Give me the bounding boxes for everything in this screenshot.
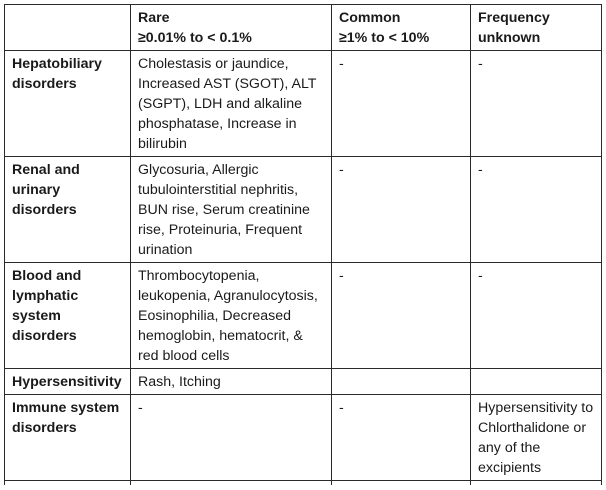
continuation-cell [5, 481, 131, 486]
row-frequency-unknown: - [471, 51, 602, 157]
header-common-label: Common [339, 10, 401, 26]
row-common: - [332, 395, 471, 481]
header-cell-frequency-unknown [471, 5, 602, 51]
header-rare-range: ≥0.01% to < 0.1% [138, 30, 252, 46]
continuation-cell [131, 481, 332, 486]
header-unknown-range: unknown [478, 30, 541, 46]
row-common: - [332, 157, 471, 263]
table-row [5, 157, 602, 263]
header-rare-label: Rare [138, 10, 170, 26]
row-frequency-unknown: - [471, 263, 602, 369]
table-row [5, 395, 602, 481]
header-unknown-label: Frequency [478, 10, 550, 26]
table-row [5, 369, 602, 395]
continuation-cell [332, 481, 471, 486]
row-rare: Glycosuria, Allergic tubulointerstitial nephritis, BUN rise, Serum creatinine rise, Proteinuria, Frequent urination [131, 157, 332, 263]
row-frequency-unknown: - [471, 157, 602, 263]
continuation-cell [471, 481, 602, 486]
row-category: Renal and urinary disorders [5, 157, 131, 263]
row-category: Hepatobiliary disorders [5, 51, 131, 157]
row-category: Hypersensitivity [5, 369, 131, 395]
row-category: Blood and lymphatic system disorders [5, 263, 131, 369]
row-rare: Cholestasis or jaundice, Increased AST (SGOT), ALT (SGPT), LDH and alkaline phosphatase, Increase in bilirubin [131, 51, 332, 157]
row-frequency-unknown [471, 369, 602, 395]
row-rare: - [131, 395, 332, 481]
header-cell-common [332, 5, 471, 51]
row-rare: Rash, Itching [131, 369, 332, 395]
row-common [332, 369, 471, 395]
adverse-reactions-table [4, 4, 602, 485]
row-rare: Thrombocytopenia, leukopenia, Agranulocytosis, Eosinophilia, Decreased hemoglobin, hematocrit, & red blood cells [131, 263, 332, 369]
table-row [5, 51, 602, 157]
row-frequency-unknown: Hypersensitivity to Chlorthalidone or any of the excipients [471, 395, 602, 481]
row-common: - [332, 51, 471, 157]
header-cell-rare [131, 5, 332, 51]
row-category: Immune system disorders [5, 395, 131, 481]
table-row [5, 263, 602, 369]
header-common-range: ≥1% to < 10% [339, 30, 430, 46]
header-cell-category [5, 5, 131, 51]
row-common: - [332, 263, 471, 369]
table-continuation-row [5, 481, 602, 486]
header-row [5, 5, 602, 51]
